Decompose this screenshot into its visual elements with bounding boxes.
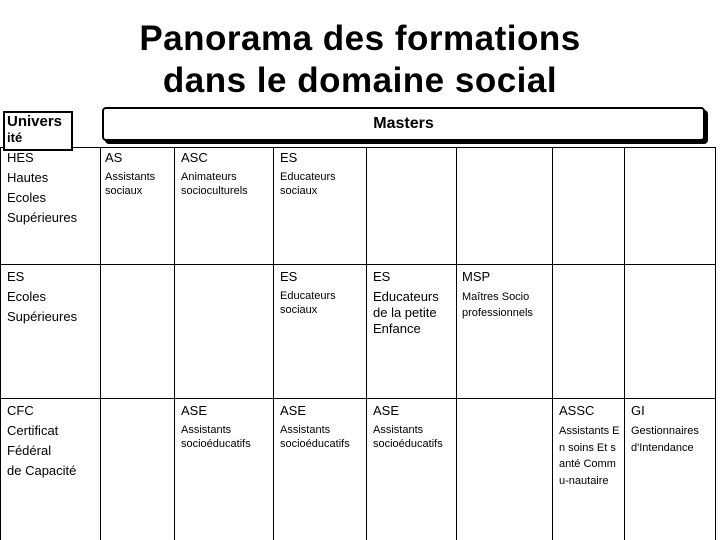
cell-ase-1: [181, 403, 271, 451]
row-head-line: Supérieures: [7, 210, 78, 225]
cell-desc: Assistants sociaux: [105, 171, 156, 197]
row-head-line: Ecoles: [7, 190, 47, 205]
cell-desc: Maîtres Socio professionnels: [462, 291, 533, 319]
cell-abbr: ASE: [181, 403, 208, 418]
cell-abbr: MSP: [462, 269, 491, 284]
row-head-line: Ecoles: [7, 289, 47, 304]
cell-abbr: ES: [280, 269, 298, 284]
grid-line-col3: [273, 147, 274, 540]
title-line-1: Panorama des formations: [139, 19, 581, 58]
cell-abbr: ASSC: [559, 403, 595, 418]
cell-desc: Educateurs sociaux: [280, 171, 336, 197]
row-head-line: CFC: [7, 403, 34, 418]
row-head-line: Certificat: [7, 423, 59, 438]
row-head-line: Supérieures: [7, 309, 78, 324]
masters-banner: Masters: [102, 107, 705, 141]
grid-line-right: [715, 147, 716, 540]
cell-desc: Assistants socioéducatifs: [373, 424, 443, 450]
grid-line-row3: [0, 398, 716, 399]
cell-msp: [462, 269, 550, 321]
grid-line-col2: [174, 147, 175, 540]
title-line-2: dans le domaine social: [162, 61, 558, 100]
cell-abbr: ASE: [373, 403, 400, 418]
grid-line-row2: [0, 264, 716, 265]
cell-as: [105, 150, 171, 198]
grid-line-left: [0, 147, 1, 540]
page-title: [0, 18, 720, 102]
universite-label: [7, 113, 62, 144]
row-head-cfc: [7, 401, 76, 481]
cell-desc: Assistants En soins Et santé Commu-nautaire: [559, 425, 620, 487]
universite-label-main: Univers: [7, 113, 63, 130]
cell-asc: [181, 150, 271, 198]
cell-ase-2: [280, 403, 364, 451]
row-head-line: HES: [7, 150, 34, 165]
cell-desc: Educateurs de la petite Enfance: [373, 289, 439, 336]
cell-abbr: ASC: [181, 150, 208, 165]
row-head-line: ES: [7, 269, 25, 284]
cell-desc: Assistants socioéducatifs: [181, 424, 251, 450]
cell-es-sociaux: [280, 269, 362, 317]
grid-line-col6: [552, 147, 553, 540]
grid-line-top: [0, 147, 716, 148]
cell-es-petite-enfance: [373, 269, 451, 337]
row-head-line: de Capacité: [7, 463, 77, 478]
grid-line-col1: [100, 147, 101, 540]
cell-desc: Animateurs socioculturels: [181, 171, 248, 197]
cell-abbr: AS: [105, 150, 123, 165]
row-head-hes: [7, 148, 77, 228]
grid-line-col7: [624, 147, 625, 540]
cell-es-hes: [280, 150, 362, 198]
universite-label-sub: ité: [7, 130, 23, 145]
row-head-es: [7, 267, 77, 327]
cell-abbr: ES: [373, 269, 391, 284]
grid-line-col4: [366, 147, 367, 540]
cell-desc: Assistants socioéducatifs: [280, 424, 350, 450]
row-head-line: Hautes: [7, 170, 49, 185]
cell-assc: [559, 403, 621, 489]
cell-abbr: GI: [631, 403, 645, 418]
cell-gi: [631, 403, 715, 456]
row-head-line: Fédéral: [7, 443, 52, 458]
grid-line-col5: [456, 147, 457, 540]
cell-abbr: ES: [280, 150, 298, 165]
cell-abbr: ASE: [280, 403, 307, 418]
cell-ase-3: [373, 403, 455, 451]
cell-desc: Educateurs sociaux: [280, 290, 336, 316]
cell-desc: Gestionnaires d'Intendance: [631, 425, 699, 454]
